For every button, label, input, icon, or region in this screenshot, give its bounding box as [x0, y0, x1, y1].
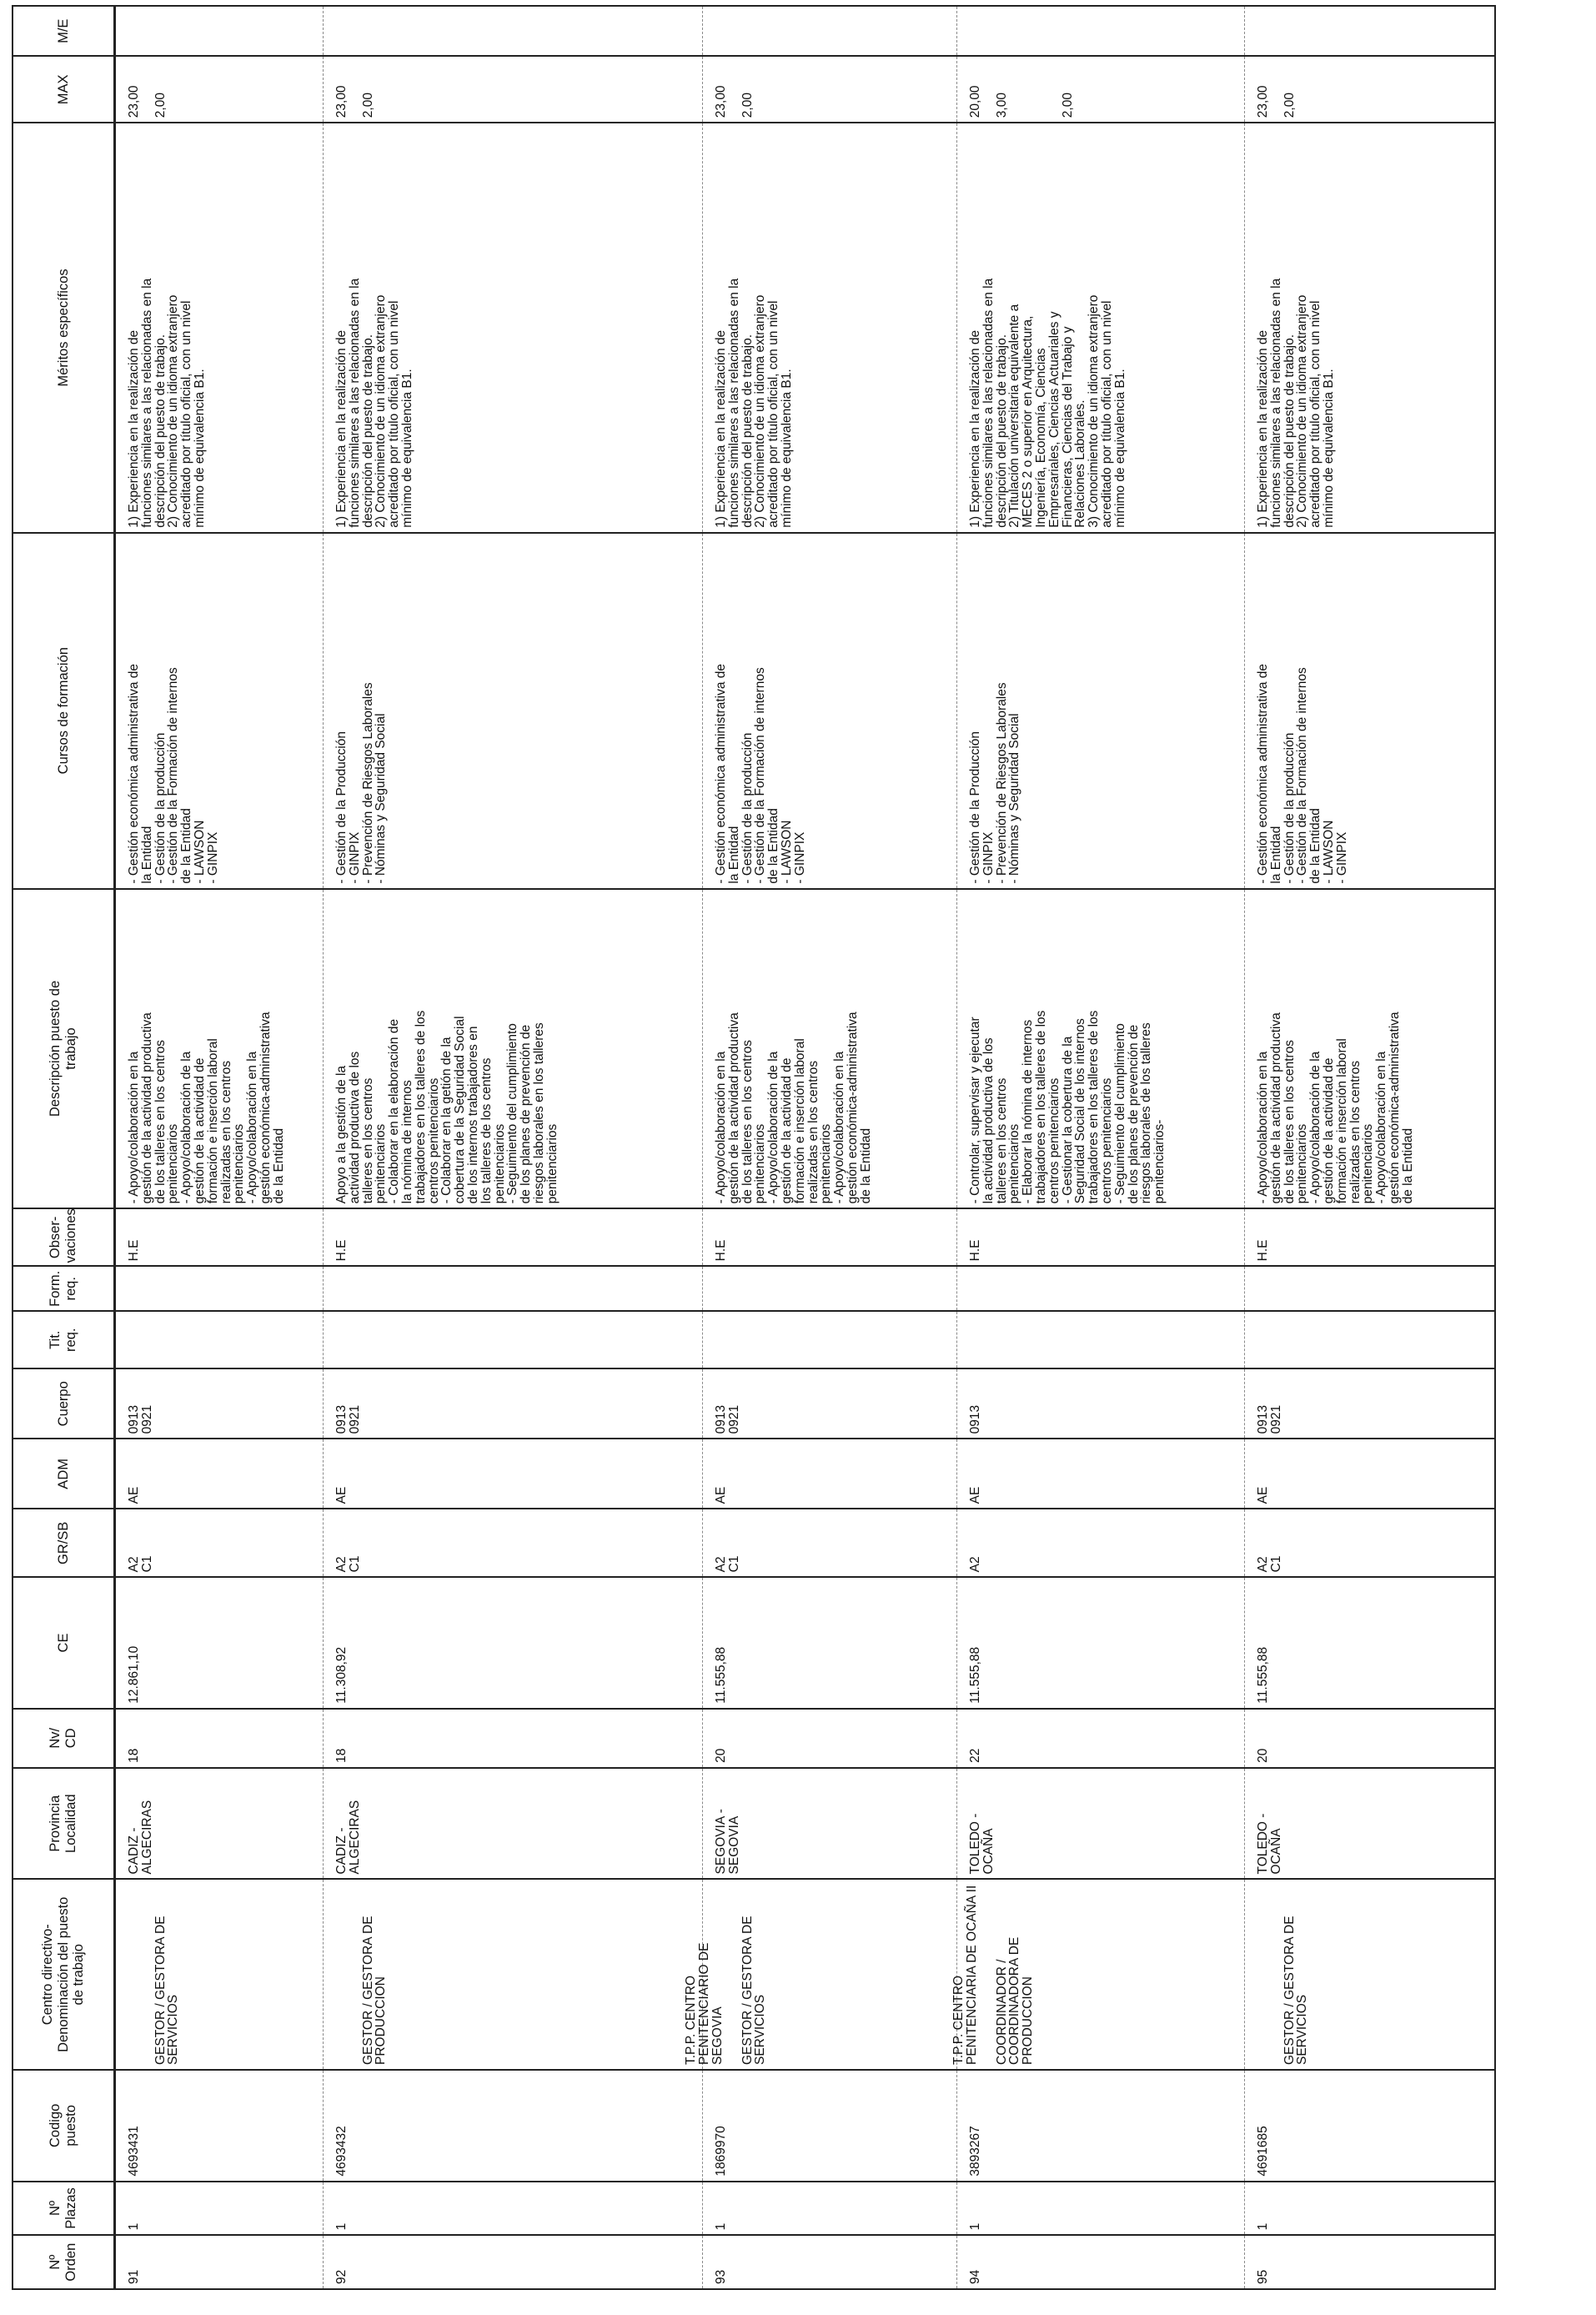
- cell-codigo: 4691685: [1245, 2070, 1495, 2182]
- cell-descripcion: - Apoyo/colaboración en la gestión de la actividad productiva de los talleres en los centros penitenciarios - Apoyo/colaboración de la gestión de la actividad de formación e inserción laboral realizadas en los centros penitenciarios - Apoyo/colaboración en la gestión económica-administrativa de la Entidad: [1245, 889, 1495, 1209]
- cell-max: 23,00 2,00: [115, 56, 324, 123]
- cell-centro: [324, 1879, 703, 2070]
- cell-plazas: 1: [1245, 2182, 1495, 2236]
- cell-ce: 11.555,88: [1245, 1577, 1495, 1708]
- cell-max: 23,00 2,00: [703, 56, 957, 123]
- header-centro: Centro directivo- Denominación del puesto de trabajo: [13, 1879, 115, 2070]
- cell-provincia: CADIZ - ALGECIRAS: [324, 1768, 703, 1880]
- cell-cursos: - Gestión de la Producción - GINPIX - Prevención de Riesgos Laborales - Nóminas y Seguridad Social: [324, 533, 703, 889]
- cell-titulacion: [957, 1311, 1245, 1368]
- table-row: [324, 6, 703, 2289]
- cell-descripcion: - Apoyo/colaboración en la gestión de la actividad productiva de los talleres en los centros penitenciarios - Apoyo/colaboración de la gestión de la actividad de formación e inserción laboral realizadas en los centros penitenciarios - Apoyo/colaboración en la gestión económica-administrativa de la Entidad: [115, 889, 324, 1209]
- cell-meritos: 1) Experiencia en la realización de funciones similares a las relacionadas en la descripción del puesto de trabajo. 2) Conocimiento de un idioma extranjero acreditado por título oficial, con un nivel mínimo de equivalencia B1.: [115, 123, 324, 533]
- cell-descripcion: - Controlar, supervisar y ejecutar la actividad productiva de los talleres en los centros penitenciarios - Elaborar la nómina de internos trabajadores en los talleres de los centros penitenciarios - Gestionar la cobertura de la Seguridad Social de los internos trabajadores en los talleres de los centros penitenciarios - Seguimiento del cumplimiento de los planes de prevención de riesgos laborales de los talleres penitenciarios-: [957, 889, 1245, 1209]
- cell-meritos: 1) Experiencia en la realización de funciones similares a las relacionadas en la descripción del puesto de trabajo. 2) Titulación universitaria equivalente a MECES 2 o superior en Arquitectura, Ingeniería, Economía, Ciencias Empresariales, Ciencias Actuariales y Financieras, Ciencias del Trabajo y Relaciones Laborales. 3) Conocimiento de un idioma extranjero acreditado por título oficial, con un nivel mínimo de equivalencia B1.: [957, 123, 1245, 533]
- cell-adm: AE: [1245, 1439, 1495, 1509]
- cell-orden: 93: [703, 2235, 957, 2289]
- denominacion-text: GESTOR / GESTORA DE PRODUCCION: [360, 1916, 389, 2065]
- table-row: [957, 6, 1245, 2289]
- denominacion-text: GESTOR / GESTORA DE SERVICIOS: [153, 1916, 181, 2065]
- cell-observaciones: H.E: [1245, 1208, 1495, 1266]
- cell-ce: 11.555,88: [703, 1577, 957, 1708]
- cell-nivel: 18: [115, 1709, 324, 1768]
- cell-observaciones: H.E: [115, 1208, 324, 1266]
- cell-centro: [115, 1879, 324, 2070]
- cell-titulacion: [1245, 1311, 1495, 1368]
- cell-grupo: A2 C1: [703, 1509, 957, 1577]
- header-me: M/E: [13, 6, 115, 56]
- cell-cursos: - Gestión económica administrativa de la Entidad - Gestión de la producción - Gestión de la Formación de internos de la Entidad - LAWSON - GINPIX: [1245, 533, 1495, 889]
- cell-descripcion: Apoyo a la gestión de la actividad productiva de los talleres en los centros penitenciarios - Colaborar en la elaboración de la nómina de internos trabajadores en los talleres de los centros penitenciarios - Colaborar en la getión de la cobertura de la Seguridad Social de los internos trabajadores en los talleres de los centros penitenciarios - Seguimiento del cumplimiento de los planes de prevención de riesgos laborales en los talleres penitenciarios: [324, 889, 703, 1209]
- cell-codigo: 3893267: [957, 2070, 1245, 2182]
- cell-max: 23,00 2,00: [1245, 56, 1495, 123]
- cell-cursos: - Gestión de la Producción - GINPIX - Prevención de Riesgos Laborales - Nóminas y Seguridad Social: [957, 533, 1245, 889]
- header-row: [13, 6, 115, 2289]
- cell-titulacion: [324, 1311, 703, 1368]
- centro-previo-text: T.P.P. CENTRO PENITENCIARIO DE SEGOVIA: [684, 1942, 725, 2065]
- header-cuerpo: Cuerpo: [13, 1368, 115, 1439]
- cell-codigo: 4693432: [324, 2070, 703, 2182]
- cell-plazas: 1: [115, 2182, 324, 2236]
- cell-adm: AE: [957, 1439, 1245, 1509]
- cell-adm: AE: [115, 1439, 324, 1509]
- header-cursos: Cursos de formación: [13, 533, 115, 889]
- cell-provincia: TOLEDO - OCAÑA: [1245, 1768, 1495, 1880]
- header-meritos: Méritos específicos: [13, 123, 115, 533]
- cell-formacion: [324, 1266, 703, 1311]
- header-adm: ADM: [13, 1439, 115, 1509]
- cell-plazas: 1: [957, 2182, 1245, 2236]
- cell-meritos: 1) Experiencia en la realización de funciones similares a las relacionadas en la descripción del puesto de trabajo. 2) Conocimiento de un idioma extranjero acreditado por título oficial, con un nivel mínimo de equivalencia B1.: [703, 123, 957, 533]
- cell-meritos: 1) Experiencia en la realización de funciones similares a las relacionadas en la descripción del puesto de trabajo. 2) Conocimiento de un idioma extranjero acreditado por título oficial, con un nivel mínimo de equivalencia B1.: [1245, 123, 1495, 533]
- cell-orden: 91: [115, 2235, 324, 2289]
- cell-nivel: 22: [957, 1709, 1245, 1768]
- cell-formacion: [957, 1266, 1245, 1311]
- denominacion-text: COORDINADOR / COORDINADORA DE PRODUCCION: [994, 1936, 1036, 2065]
- cell-me: [957, 6, 1245, 56]
- cell-adm: AE: [703, 1439, 957, 1509]
- cell-centro: [951, 1879, 1245, 2070]
- table-row: [115, 6, 324, 2289]
- cell-orden: 94: [957, 2235, 1245, 2289]
- cell-nivel: 20: [1245, 1709, 1495, 1768]
- cell-ce: 11.308,92: [324, 1577, 703, 1708]
- cell-grupo: A2 C1: [115, 1509, 324, 1577]
- cell-provincia: CADIZ - ALGECIRAS: [115, 1768, 324, 1880]
- cell-me: [1245, 6, 1495, 56]
- cell-observaciones: H.E: [324, 1208, 703, 1266]
- header-max: MAX: [13, 56, 115, 123]
- cell-descripcion: - Apoyo/colaboración en la gestión de la actividad productiva de los talleres en los centros penitenciarios - Apoyo/colaboración de la gestión de la actividad de formación e inserción laboral realizadas en los centros penitenciarios - Apoyo/colaboración en la gestión económica-administrativa de la Entidad: [703, 889, 957, 1209]
- cell-max: 23,00 2,00: [324, 56, 703, 123]
- cell-ce: 12.861,10: [115, 1577, 324, 1708]
- cell-cuerpo: 0913 0921: [324, 1368, 703, 1439]
- cell-orden: 95: [1245, 2235, 1495, 2289]
- cell-cuerpo: 0913 0921: [115, 1368, 324, 1439]
- cell-nivel: 18: [324, 1709, 703, 1768]
- cell-formacion: [1245, 1266, 1495, 1311]
- cell-plazas: 1: [324, 2182, 703, 2236]
- cell-orden: 92: [324, 2235, 703, 2289]
- cell-adm: AE: [324, 1439, 703, 1509]
- cell-formacion: [115, 1266, 324, 1311]
- cell-nivel: 20: [703, 1709, 957, 1768]
- cell-grupo: A2 C1: [324, 1509, 703, 1577]
- cell-formacion: [703, 1266, 957, 1311]
- cell-me: [703, 6, 957, 56]
- cell-cursos: - Gestión económica administrativa de la Entidad - Gestión de la producción - Gestión de la Formación de internos de la Entidad - LAWSON - GINPIX: [115, 533, 324, 889]
- cell-ce: 11.555,88: [957, 1577, 1245, 1708]
- header-descripcion: Descripción puesto de trabajo: [13, 889, 115, 1209]
- header-plazas: Nº Plazas: [13, 2182, 115, 2236]
- cell-titulacion: [115, 1311, 324, 1368]
- cell-cuerpo: 0913: [957, 1368, 1245, 1439]
- header-codigo: Codigo puesto: [13, 2070, 115, 2182]
- header-ce: CE: [13, 1577, 115, 1708]
- cell-max: 20,00 3,00 2,00: [957, 56, 1245, 123]
- cell-observaciones: H.E: [957, 1208, 1245, 1266]
- denominacion-text: GESTOR / GESTORA DE SERVICIOS: [1282, 1916, 1310, 2065]
- header-grupo: GR/SB: [13, 1509, 115, 1577]
- header-orden: Nº Orden: [13, 2235, 115, 2289]
- cell-provincia: SEGOVIA - SEGOVIA: [703, 1768, 957, 1880]
- cell-titulacion: [703, 1311, 957, 1368]
- cell-grupo: A2: [957, 1509, 1245, 1577]
- cell-codigo: 1869970: [703, 2070, 957, 2182]
- table-row: [1245, 6, 1495, 2289]
- cell-centro: [1245, 1879, 1495, 2070]
- cell-plazas: 1: [703, 2182, 957, 2236]
- cell-meritos: 1) Experiencia en la realización de funciones similares a las relacionadas en la descripción del puesto de trabajo. 2) Conocimiento de un idioma extranjero acreditado por título oficial, con un nivel mínimo de equivalencia B1.: [324, 123, 703, 533]
- denominacion-text: GESTOR / GESTORA DE SERVICIOS: [740, 1916, 768, 2065]
- cell-codigo: 4693431: [115, 2070, 324, 2182]
- table-row: [703, 6, 957, 2289]
- header-provincia: Provincia Localidad: [13, 1768, 115, 1880]
- cell-cuerpo: 0913 0921: [703, 1368, 957, 1439]
- cell-observaciones: H.E: [703, 1208, 957, 1266]
- vacancy-table: [12, 5, 1496, 2290]
- cell-provincia: TOLEDO - OCAÑA: [957, 1768, 1245, 1880]
- cell-cuerpo: 0913 0921: [1245, 1368, 1495, 1439]
- cell-cursos: - Gestión económica administrativa de la Entidad - Gestión de la producción - Gestión de la Formación de internos de la Entidad - LAWSON - GINPIX: [703, 533, 957, 889]
- cell-centro: [684, 1879, 957, 2070]
- header-observaciones: Obser- vaciones: [13, 1208, 115, 1266]
- header-titulacion: Tit. req.: [13, 1311, 115, 1368]
- cell-grupo: A2 C1: [1245, 1509, 1495, 1577]
- centro-previo-text: T.P.P. CENTRO PENITENCIARIA DE OCAÑA II: [951, 1885, 979, 2065]
- cell-me: [324, 6, 703, 56]
- header-nivel: Nv/ CD: [13, 1709, 115, 1768]
- cell-me: [115, 6, 324, 56]
- header-formacion: Form. req.: [13, 1266, 115, 1311]
